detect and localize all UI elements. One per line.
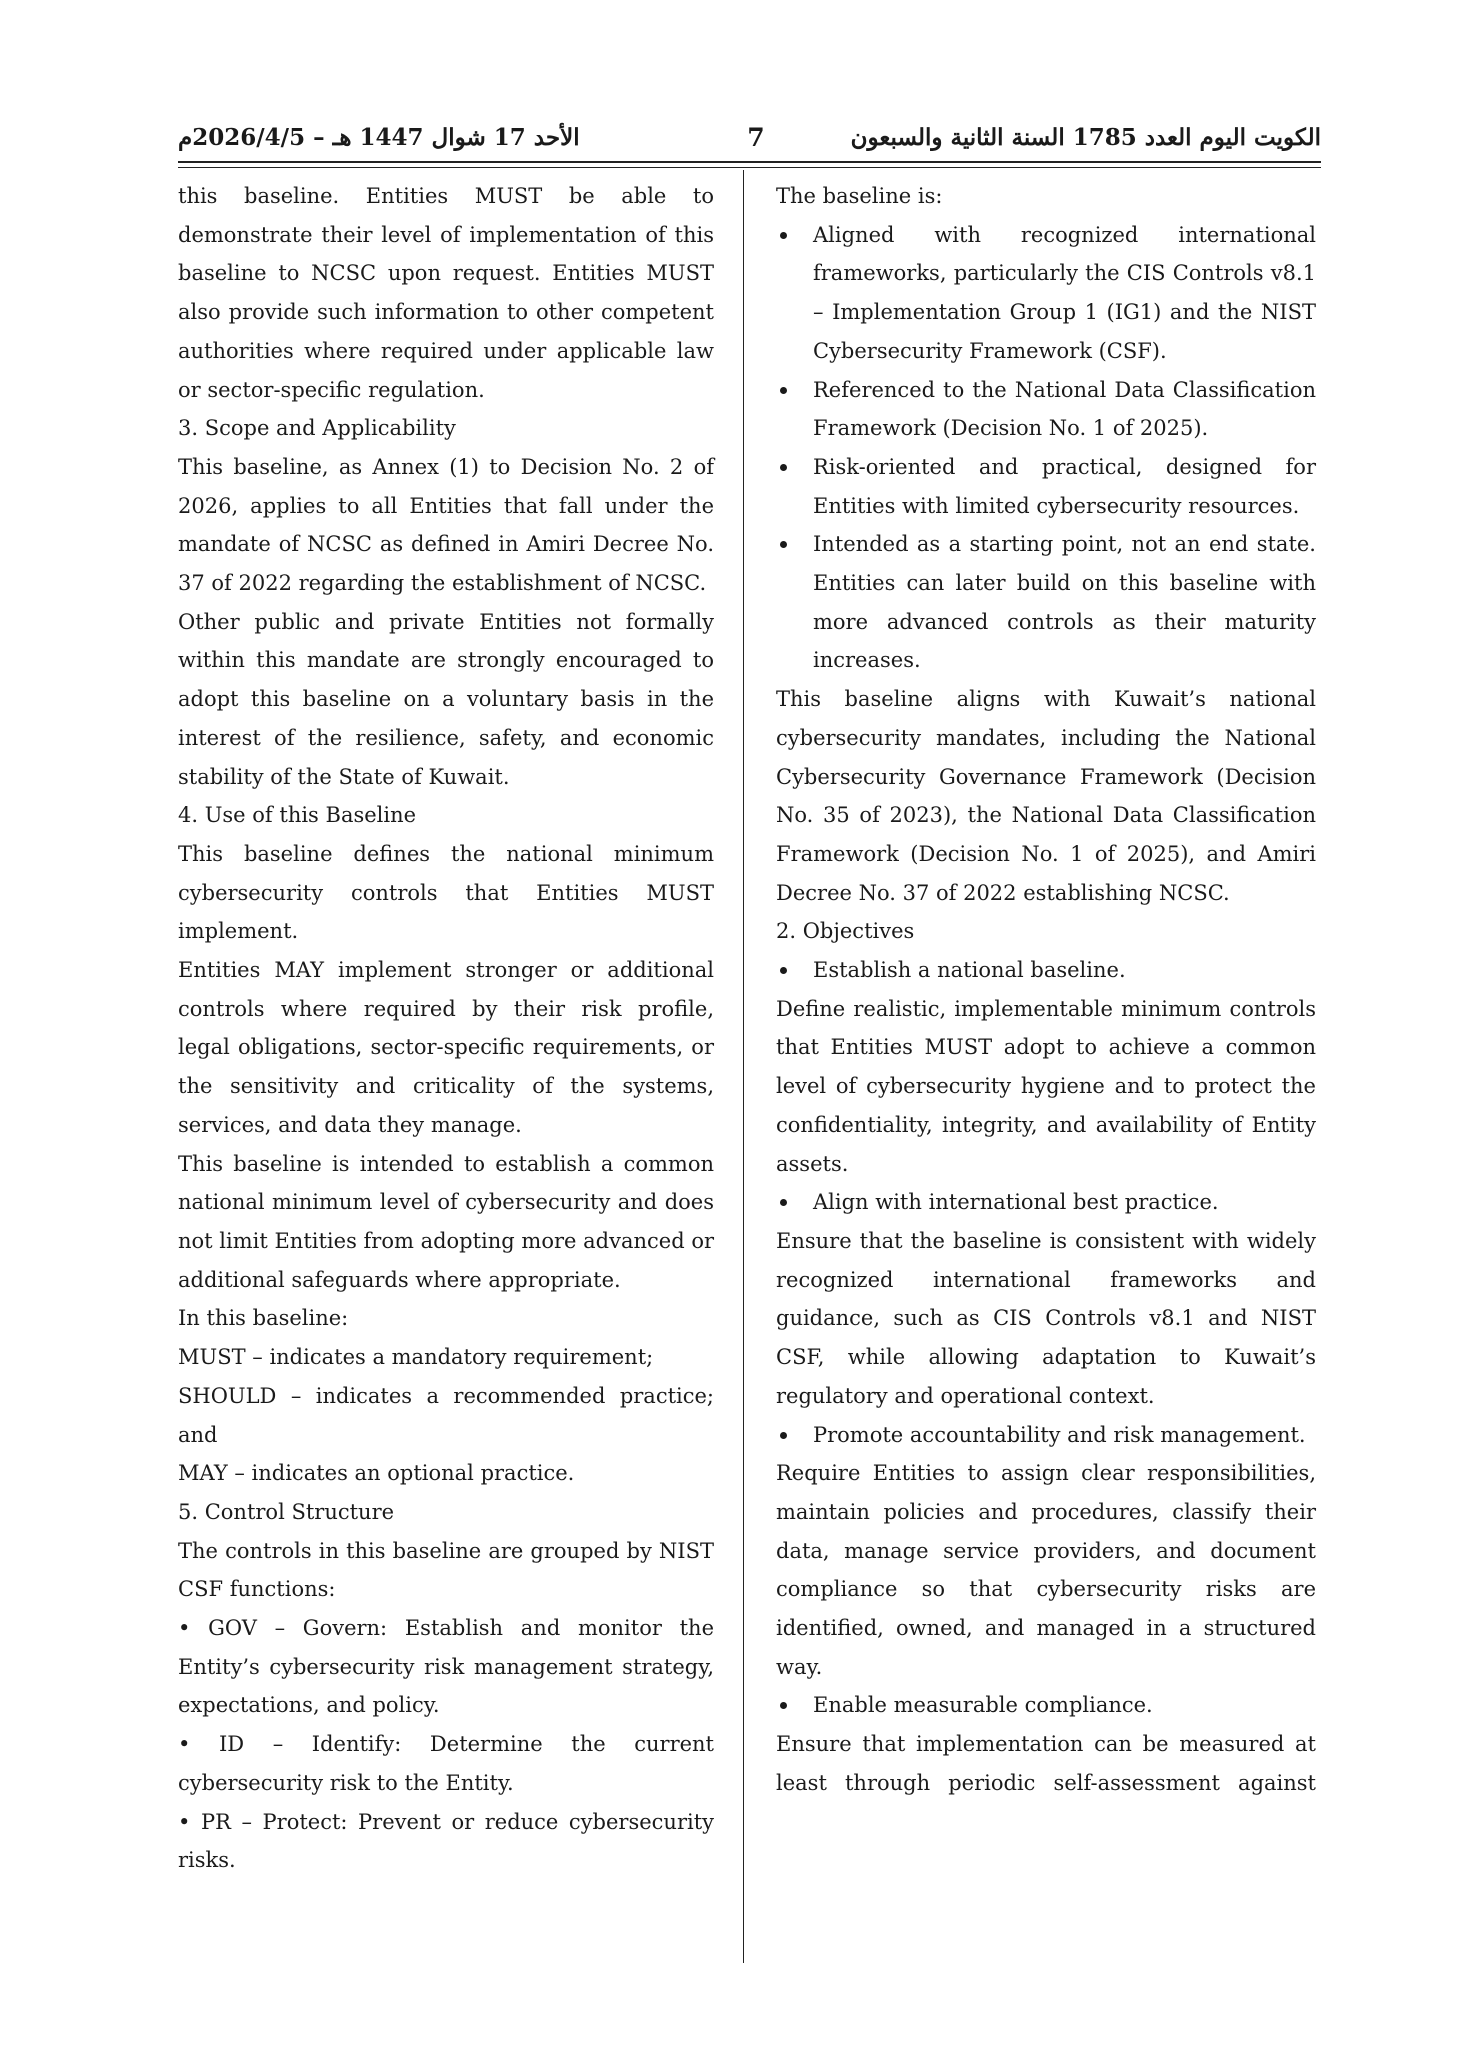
paragraph: In this baseline: [178,1306,349,1331]
bullet-item: Align with international best practice. [776,1183,1316,1222]
paragraph: MUST – indicates a mandatory requirement; [178,1345,654,1370]
page-number: 7 [747,123,765,152]
header-rule-thick [178,161,1321,163]
header-date: الأحد 17 شوال 1447 هـ – 2026/4/5م [178,124,580,151]
bullet-item: Referenced to the National Data Classification Framework (Decision No. 1 of 2025). [776,371,1316,448]
paragraph: • ID – Identify: Determine the current cybersecurity risk to the Entity. [178,1732,714,1795]
paragraph: SHOULD – indicates a recommended practice; and [178,1383,714,1447]
paragraph: This baseline is intended to establish a common national minimum level of cybersecurity and does not limit Entities from adopting more advanced or additional safeguards where appropriate. [178,1151,714,1292]
paragraph: 3. Scope and Applicability [178,416,456,441]
paragraph: This baseline aligns with Kuwait’s national cybersecurity mandates, including the National Cybersecurity Governance Framework (Decision No. 35 of 2023), the National Data Classification Framework (Decision No. 1 of 2025), and Amiri Decree No. 37 of 2022 establishing NCSC. [776,687,1316,905]
bullet-item: Risk-oriented and practical, designed for Entities with limited cybersecurity resources. [776,448,1316,525]
paragraph: 2. Objectives [776,919,915,944]
paragraph: The baseline is: [776,184,943,208]
paragraph: This baseline defines the national minimum cybersecurity controls that Entities MUST implement. [178,841,714,944]
paragraph: This baseline, as Annex (1) to Decision No. 2 of 2026, applies to all Entities that fall under the mandate of NCSC as defined in Amiri Decree No. 37 of 2022 regarding the establishment of NCSC. [178,454,714,596]
paragraph: Define realistic, implementable minimum controls that Entities MUST adopt to achieve a common level of cybersecurity hygiene and to protect the confidentiality, integrity, and availability of Entity assets. [776,996,1316,1176]
paragraph: • PR – Protect: Prevent or reduce cybersecurity risks. [178,1809,714,1873]
bullet-item: Enable measurable compliance. [776,1686,1316,1725]
bullet-item: Aligned with recognized international frameworks, particularly the CIS Controls v8.1 – Implementation Group 1 (IG1) and the NIST Cybersecurity Framework (CSF). [776,216,1316,371]
paragraph: 5. Control Structure [178,1499,395,1524]
bullet-item: Intended as a starting point, not an end state. Entities can later build on this baseline with more advanced controls as their maturity increases. [776,525,1316,680]
bullet-item: Establish a national baseline. [776,951,1316,990]
bullet-item: Promote accountability and risk management. [776,1416,1316,1455]
paragraph: The controls in this baseline are grouped by NIST CSF functions: [178,1538,714,1602]
paragraph: Other public and private Entities not formally within this mandate are strongly encouraged to adopt this baseline on a voluntary basis in the interest of the resilience, safety, and economic stability of the State of Kuwait. [178,609,714,789]
paragraph: 4. Use of this Baseline [178,803,417,828]
right-column [776,177,1316,1803]
column-divider [743,170,744,1963]
paragraph: • GOV – Govern: Establish and monitor the Entity’s cybersecurity risk management strategy, expectations, and policy. [178,1616,714,1718]
paragraph: this baseline. Entities MUST be able to demonstrate their level of implementation of this baseline to NCSC upon request. Entities MUST also provide such information to other competent authorities where required under applicable law or sector-specific regulation. [178,184,714,402]
left-column [178,177,714,1880]
paragraph: Ensure that the baseline is consistent with widely recognized international frameworks and guidance, such as CIS Controls v8.1 and NIST CSF, while allowing adaptation to Kuwait’s regulatory and operational context. [776,1228,1316,1408]
paragraph: Entities MAY implement stronger or additional controls where required by their risk profile, legal obligations, sector-specific requirements, or the sensitivity and criticality of the systems, services, and data they manage. [178,958,714,1137]
paragraph: Require Entities to assign clear responsibilities, maintain policies and procedures, classify their data, manage service providers, and document compliance so that cybersecurity risks are identified, owned, and managed in a structured way. [776,1461,1316,1679]
paragraph: Ensure that implementation can be measured at least through periodic self-assessment against [776,1732,1316,1795]
page-header [178,120,1321,156]
header-issue: الكويت اليوم العدد 1785 السنة الثانية والسبعون [850,124,1321,151]
paragraph: MAY – indicates an optional practice. [178,1461,575,1486]
header-rule-thin [178,167,1321,168]
